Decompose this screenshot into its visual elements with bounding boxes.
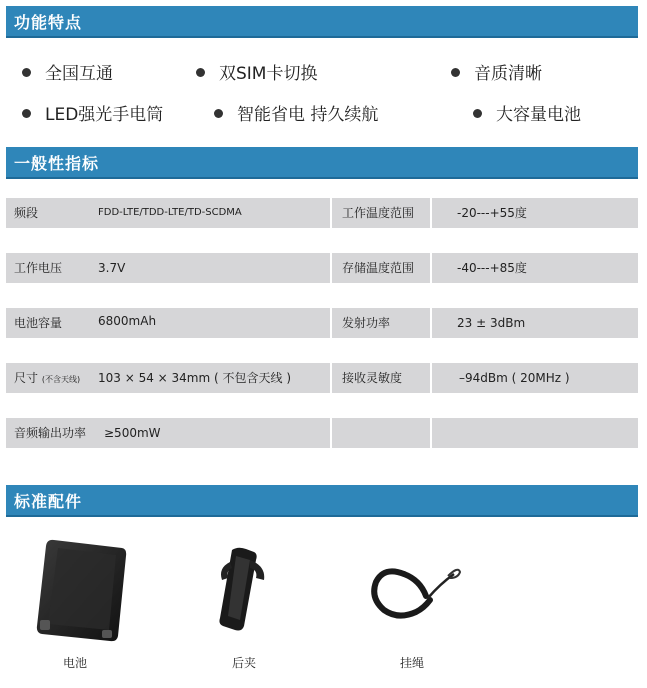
table-row: [6, 418, 638, 448]
column-divider: [430, 253, 432, 283]
spec-value: -40---+85度: [457, 261, 527, 275]
column-divider: [430, 198, 432, 228]
bullet-icon: [22, 68, 31, 77]
spec-value: 103 × 54 × 34mm ( 不包含天线 ): [98, 371, 291, 385]
feature-item: 大容量电池: [473, 100, 581, 125]
spec-value: 23 ± 3dBm: [457, 316, 526, 330]
column-divider: [330, 418, 332, 448]
spec-label: 工作温度范围: [342, 206, 415, 220]
column-divider: [430, 418, 432, 448]
spec-label: 存储温度范围: [342, 261, 415, 275]
spec-label: 音频输出功率: [14, 426, 87, 440]
spec-label-note: (不含天线): [41, 375, 81, 384]
accessory-label: 电池: [62, 656, 87, 670]
accessory-label: 挂绳: [399, 656, 424, 670]
spec-value: ≥500mW: [104, 426, 161, 440]
feature-item: 双SIM卡切换: [196, 59, 317, 84]
table-row: [6, 308, 638, 338]
spec-label: 接收灵敏度: [342, 371, 403, 385]
spec-value: 6800mAh: [98, 314, 157, 328]
accessory-label: 后夹: [231, 656, 256, 670]
column-divider: [430, 363, 432, 393]
battery-icon: [32, 538, 128, 644]
column-divider: [330, 198, 332, 228]
spec-value: -20---+55度: [457, 206, 527, 220]
lanyard-icon: [364, 560, 464, 626]
spec-label: 尺寸 (不含天线): [14, 371, 81, 385]
column-divider: [330, 308, 332, 338]
bullet-icon: [473, 109, 482, 118]
feature-item: 智能省电 持久续航: [214, 100, 378, 125]
belt-clip-icon: [214, 546, 274, 632]
column-divider: [330, 253, 332, 283]
spec-value: FDD-LTE/TDD-LTE/TD-SCDMA: [98, 207, 242, 218]
feature-item: 音质清晰: [451, 59, 542, 84]
feature-item: 全国互通: [22, 59, 113, 84]
table-row: [6, 253, 638, 283]
features-header: [6, 6, 638, 38]
spec-label: 发射功率: [342, 316, 391, 330]
bullet-icon: [22, 109, 31, 118]
bullet-icon: [196, 68, 205, 77]
feature-item: LED强光手电筒: [22, 100, 163, 125]
spec-value: 3.7V: [98, 261, 126, 275]
accessories-header: [6, 485, 638, 517]
table-row: [6, 198, 638, 228]
bullet-icon: [214, 109, 223, 118]
table-row: [6, 363, 638, 393]
spec-value: –94dBm ( 20MHz ): [459, 371, 570, 385]
spec-label: 电池容量: [14, 316, 63, 330]
bullet-icon: [451, 68, 460, 77]
spec-label: 工作电压: [14, 261, 63, 275]
accessories-title: 标准配件: [14, 492, 83, 511]
specs-title: 一般性指标: [14, 154, 100, 173]
column-divider: [330, 363, 332, 393]
column-divider: [430, 308, 432, 338]
features-title: 功能特点: [14, 13, 83, 32]
specs-header: [6, 147, 638, 179]
spec-label: 频段: [14, 206, 39, 220]
